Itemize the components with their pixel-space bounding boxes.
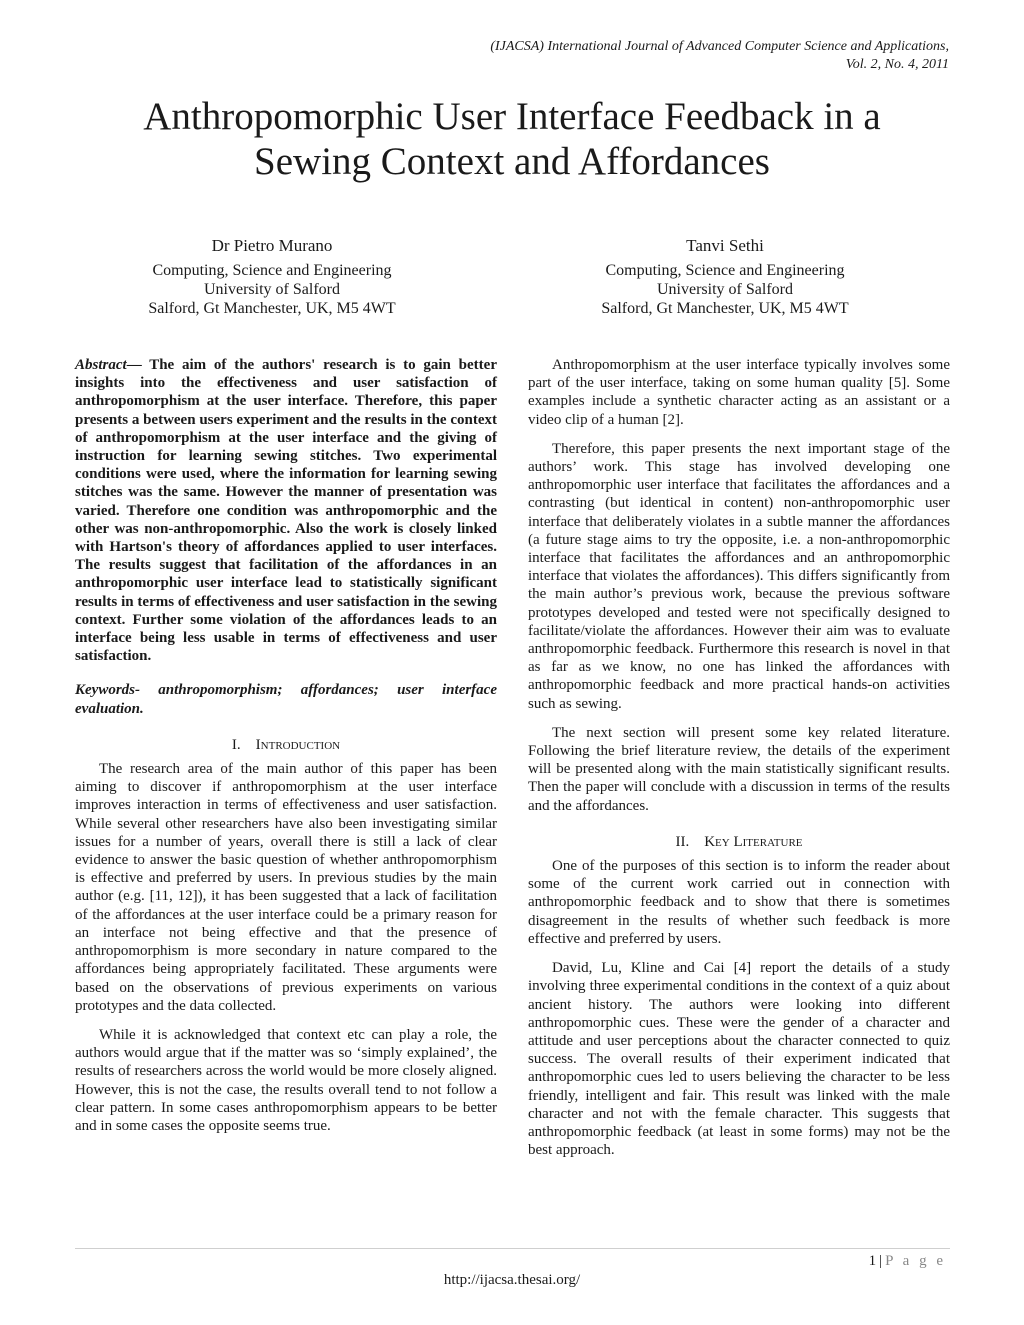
title-line-2: Sewing Context and Affordances bbox=[254, 140, 770, 183]
section-title: Introduction bbox=[255, 736, 341, 753]
author-name: Tanvi Sethi bbox=[686, 236, 764, 255]
paragraph: The next section will present some key related literature. Following the brief literature review, the details of the experiment will be presented along with the main statistically significant results. Then the paper will conclude with a discussion in terms of the results and the affordances. bbox=[528, 724, 950, 814]
paragraph: While it is acknowledged that context etc can play a role, the authors would argue that if the matter was so ‘simply explained’, the results of researchers across the world would be more closely aligned. However, this is not the case, the results overall tend to not follow a clear pattern. In some cases anthropomorphism appears to be better and in some cases the opposite seems true. bbox=[75, 1026, 497, 1134]
journal-name: (IJACSA) International Journal of Advanced Computer Science and Applications, bbox=[490, 39, 949, 54]
keywords: Keywords- anthropomorphism; affordances; user interface evaluation. bbox=[75, 682, 497, 717]
author-department: Computing, Science and Engineering bbox=[605, 262, 845, 279]
right-column bbox=[528, 356, 950, 1170]
abstract-text: The aim of the authors' research is to gain better insights into the effectiveness and user satisfaction of anthropomorphism at the user interface. Therefore, this paper presents a between users experiment and the results in the context of anthropomorphism at the user interface and the giving of instruction for learning sewing stitches. Two experimental conditions were used, where the information for learning sewing stitches was the same. However the manner of presentation was varied. Therefore one condition was anthropomorphic and the other was non-anthropomorphic. Also the work is closely linked with Hartson's theory of affordances applied to user interfaces. The results suggest that facilitation of the affordances in an anthropomorphic user interface lead to statistically significant results in terms of effectiveness and user satisfaction in the sewing context. Further some violation of the affordances leads to an interface being less usable in terms of effectiveness and user satisfaction. bbox=[75, 357, 497, 665]
section-number: I. bbox=[231, 736, 241, 753]
author-university: University of Salford bbox=[657, 281, 793, 298]
author-address: Salford, Gt Manchester, UK, M5 4WT bbox=[601, 300, 849, 317]
journal-volume: Vol. 2, No. 4, 2011 bbox=[845, 57, 949, 72]
section-heading-key-literature bbox=[528, 833, 950, 851]
footer-url[interactable]: http://ijacsa.thesai.org/ bbox=[443, 1272, 581, 1288]
section-number: II. bbox=[675, 833, 690, 850]
page-label: P a g e bbox=[885, 1253, 946, 1269]
page-number-value: 1 bbox=[868, 1253, 877, 1269]
section-heading-introduction bbox=[75, 736, 497, 754]
section-title: Key Literature bbox=[704, 833, 803, 850]
author-university: University of Salford bbox=[204, 281, 340, 298]
abstract-dash: — bbox=[126, 357, 150, 373]
journal-header bbox=[490, 38, 949, 74]
author-block-2 bbox=[545, 236, 905, 318]
title-line-1: Anthropomorphic User Interface Feedback in a bbox=[143, 95, 881, 138]
paragraph: David, Lu, Kline and Cai [4] report the details of a study involving three experimental conditions in the context of a quiz about ancient history. The authors were looking into different anthropomorphic cues. These were the gender of a character and attitude and user perceptions about the character connected to quiz success. The overall results of their experiment indicated that anthropomorphic cues led to users believing the character to be less friendly, intelligent and fair. This result was linked with the male character and not with the female character. This suggests that anthropomorphic feedback (at least in some forms) may not be the best approach. bbox=[528, 960, 950, 1159]
abstract-label: Abstract bbox=[75, 357, 127, 373]
abstract bbox=[75, 356, 497, 665]
left-column bbox=[75, 356, 497, 1146]
footer-divider bbox=[75, 1248, 950, 1249]
author-address: Salford, Gt Manchester, UK, M5 4WT bbox=[148, 300, 396, 317]
paragraph: Anthropomorphism at the user interface typically involves some part of the user interface, taking on some human quality [5]. Some examples include a synthetic character acting as an assistant or a video clip of a human [2]. bbox=[528, 357, 950, 428]
author-department: Computing, Science and Engineering bbox=[152, 262, 392, 279]
page-separator: | bbox=[879, 1253, 883, 1269]
author-name: Dr Pietro Murano bbox=[211, 236, 333, 255]
paragraph: One of the purposes of this section is to inform the reader about some of the current work carried out in connection with anthropomorphic feedback and to show that there is sometimes disagreement in the results of whether such feedback is more effective and preferred by users. bbox=[528, 858, 950, 947]
paragraph: Therefore, this paper presents the next important stage of the authors’ work. This stage has involved developing one anthropomorphic user interface that facilitates the affordances and a contrasting (but identical in content) non-anthropomorphic user interface that deliberately violates in a subtle manner the affordances (a future stage aims to try the opposite, i.e. a non-anthropomorphic interface that facilitates the affordances and an anthropomorphic interface that violates the affordances). This differs significantly from the main author’s previous work, because the previous software prototypes developed and tested were not specifically designed to facilitate/violate the affordances. However their aim was to evaluate anthropomorphic feedback. Furthermore this research is novel in that as far as we know, no one has linked the affordances with anthropomorphic feedback and more practical hands-on activities such as sewing. bbox=[528, 440, 950, 712]
page-number bbox=[869, 1253, 946, 1270]
author-block-1 bbox=[92, 236, 452, 318]
paragraph: The research area of the main author of this paper has been aiming to discover if anthropomorphism at the user interface improves interaction in terms of effectiveness and user satisfaction. While several other researchers have also been investigating similar issues for a number of years, overall there is still a lack of clear evidence to answer the basic question of whether anthropomorphism is effective and preferred by users. In previous studies by the main author (e.g. [11, 12]), it has been suggested that a lack of facilitation of the affordances at the user interface could be a primary reason for an interface not being effective and that the presence of anthropomorphism is more secondary in nature compared to the affordances being appropriately facilitated. These arguments were based on the observations of previous experiments on various prototypes and the data collected. bbox=[75, 761, 497, 1014]
paper-title bbox=[0, 94, 1024, 184]
